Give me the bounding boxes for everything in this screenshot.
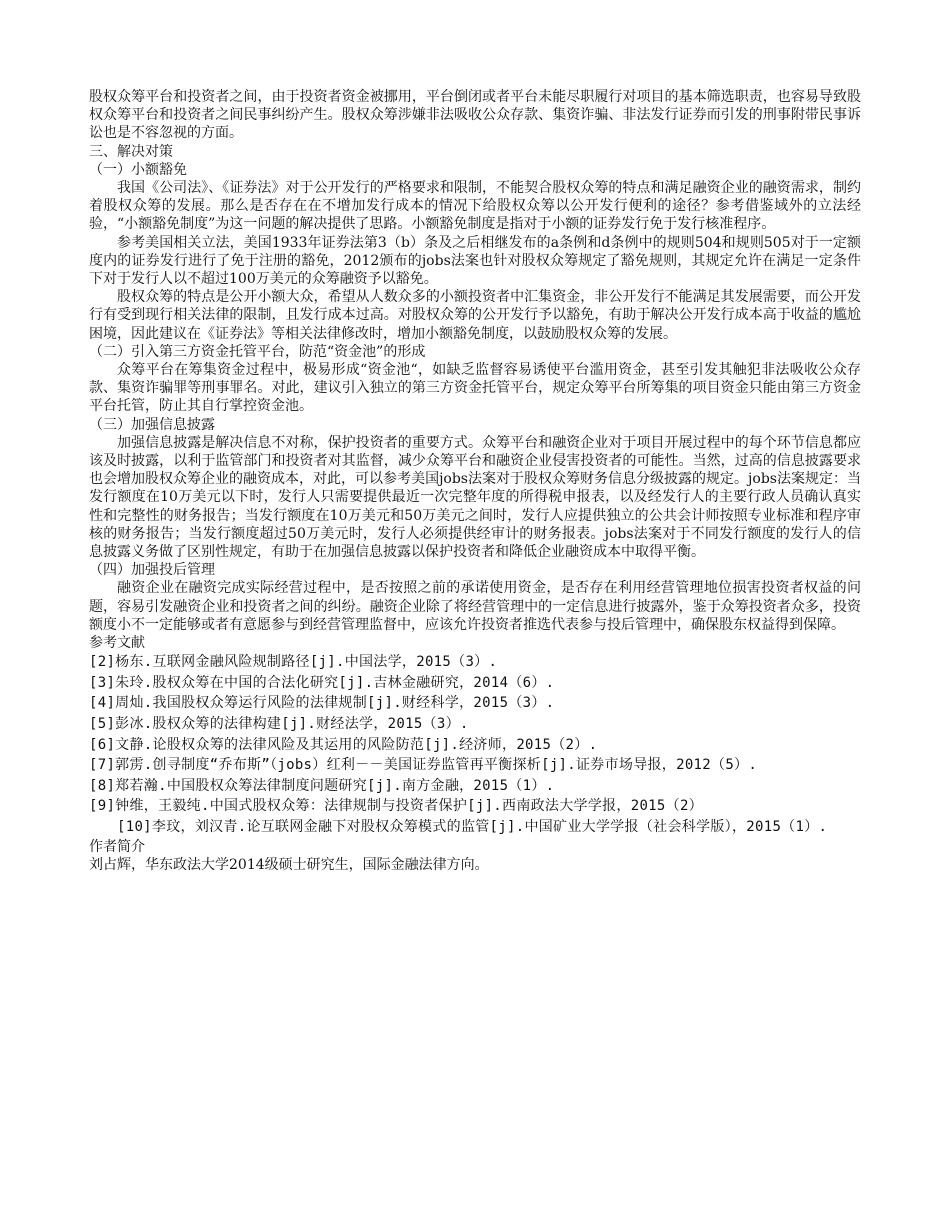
reference-item: [5]彭冰.股权众筹的法律构建[j].财经法学，2015（3）.	[89, 716, 469, 733]
subsection-heading-disclosure: （三）加强信息披露	[89, 416, 215, 433]
subsection-heading-small-exemption: （一）小额豁免	[89, 161, 187, 178]
reference-item: [7]郭雳.创寻制度“乔布斯”（jobs）红利－－美国证券监管再平衡探析[j].证券市场导报，2012（5）.	[89, 757, 758, 774]
document-body	[89, 88, 861, 874]
paragraph-small-exemption-3: 股权众筹的特点是公开小额大众，希望从人数众多的小额投资者中汇集资金，非公开发行不能满足其发展需要，而公开发行有受到现行相关法律的限制，且发行成本过高。对股权众筹的公开发行予以豁免，有助于解决公开发行成本高于收益的尴尬困境，因此建议在《证券法》等相关法律修改时，增加小额豁免制度，以鼓励股权众筹的发展。	[89, 289, 861, 342]
paragraph-small-exemption-1: 我国《公司法》、《证券法》对于公开发行的严格要求和限制，不能契合股权众筹的特点和满足融资企业的融资需求，制约着股权众筹的发展。那么是否存在在不增加发行成本的情况下给股权众筹以公开发行便利的途径？参考借鉴域外的立法经验，“小额豁免制度”为这一问题的解决提供了思路。小额豁免制度是指对于小额的证券发行免于发行核准程序。	[89, 180, 861, 233]
section-heading-solutions: 三、解决对策	[89, 143, 173, 160]
reference-item: [4]周灿.我国股权众筹运行风险的法律规制[j].财经科学，2015（3）.	[89, 695, 555, 712]
author-heading: 作者简介	[89, 838, 145, 855]
subsection-heading-post-investment: （四）加强投后管理	[89, 562, 215, 579]
intro-paragraph: 股权众筹平台和投资者之间，由于投资者资金被挪用，平台倒闭或者平台未能尽职履行对项目的基本筛选职责，也容易导致股权众筹平台和投资者之间民事纠纷产生。股权众筹涉嫌非法吸收公众存款、集资诈骗、非法发行证券而引发的刑事附带民事诉讼也是不容忽视的方面。	[89, 89, 861, 142]
paragraph-post-investment: 融资企业在融资完成实际经营过程中，是否按照之前的承诺使用资金，是否存在利用经营管理地位损害投资者权益的问题，容易引发融资企业和投资者之间的纠纷。融资企业除了将经营管理中的一定信息进行披露外，鉴于众筹投资者众多，投资额度小不一定能够或者有意愿参与到经营管理监督中，应该允许投资者推选代表参与投后管理中，确保股东权益得到保障。	[89, 580, 861, 633]
subsection-heading-escrow: （二）引入第三方资金托管平台，防范“资金池”的形成	[89, 343, 426, 360]
paragraph-escrow: 众筹平台在筹集资金过程中，极易形成“资金池“，如缺乏监督容易诱使平台滥用资金，甚至引发其触犯非法吸收公众存款、集资诈骗罪等刑事罪名。对此，建议引入独立的第三方资金托管平台，规定众筹平台所筹集的项目资金只能由第三方资金平台托管，防止其自行掌控资金池。	[89, 362, 861, 415]
reference-item: [2]杨东.互联网金融风险规制路径[j].中国法学，2015（3）.	[89, 654, 498, 671]
paragraph-small-exemption-2: 参考美国相关立法，美国1933年证券法第3（b）条及之后相继发布的a条例和d条例中的规则504和规则505对于一定额度内的证券发行进行了免于注册的豁免，2012颁布的jobs法案也针对股权众筹规定了豁免规则，其规定允许在满足一定条件下对于发行人以不超过100万美元的众筹融资予以豁免。	[89, 234, 861, 288]
reference-item: [9]钟维，王毅纯.中国式股权众筹：法律规制与投资者保护[j].西南政法大学学报，2015（2）	[89, 798, 703, 815]
references-heading: 参考文献	[89, 635, 145, 652]
reference-item: [3]朱玲.股权众筹在中国的合法化研究[j].吉林金融研究，2014（6）.	[89, 674, 555, 691]
reference-item: [10]李玟，刘汉青.论互联网金融下对股权众筹模式的监管[j].中国矿业大学学报（社会科学版），2015（1）.	[117, 819, 828, 836]
paragraph-disclosure: 加强信息披露是解决信息不对称，保护投资者的重要方式。众筹平台和融资企业对于项目开展过程中的每个环节信息都应该及时披露，以利于监管部门和投资者对其监督，减少众筹平台和融资企业侵害投资者的可能性。当然，过高的信息披露要求也会增加股权众筹企业的融资成本，对此，可以参考美国jobs法案对于股权众筹财务信息分级披露的规定。jobs法案规定：当发行额度在10万美元以下时，发行人只需要提供最近一次完整年度的所得税申报表，以及经发行人的主要行政人员确认真实性和完整性的财务报告；当发行额度在10万美元和50万美元之间时，发行人应提供独立的公共会计师按照专业标准和程序审核的财务报告；当发行额度超过50万美元时，发行人必须提供经审计的财务报表。jobs法案对于不同发行额度的发行人的信息披露义务做了区别性规定，有助于在加强信息披露以保护投资者和降低企业融资成本中取得平衡。	[89, 434, 861, 561]
reference-item: [6]文静.论股权众筹的法律风险及其运用的风险防范[j].经济师，2015（2）.	[89, 736, 598, 753]
reference-item: [8]郑若瀚.中国股权众筹法律制度问题研究[j].南方金融，2015（1）.	[89, 777, 555, 794]
author-bio: 刘占辉，华东政法大学2014级硕士研究生，国际金融法律方向。	[89, 856, 489, 873]
